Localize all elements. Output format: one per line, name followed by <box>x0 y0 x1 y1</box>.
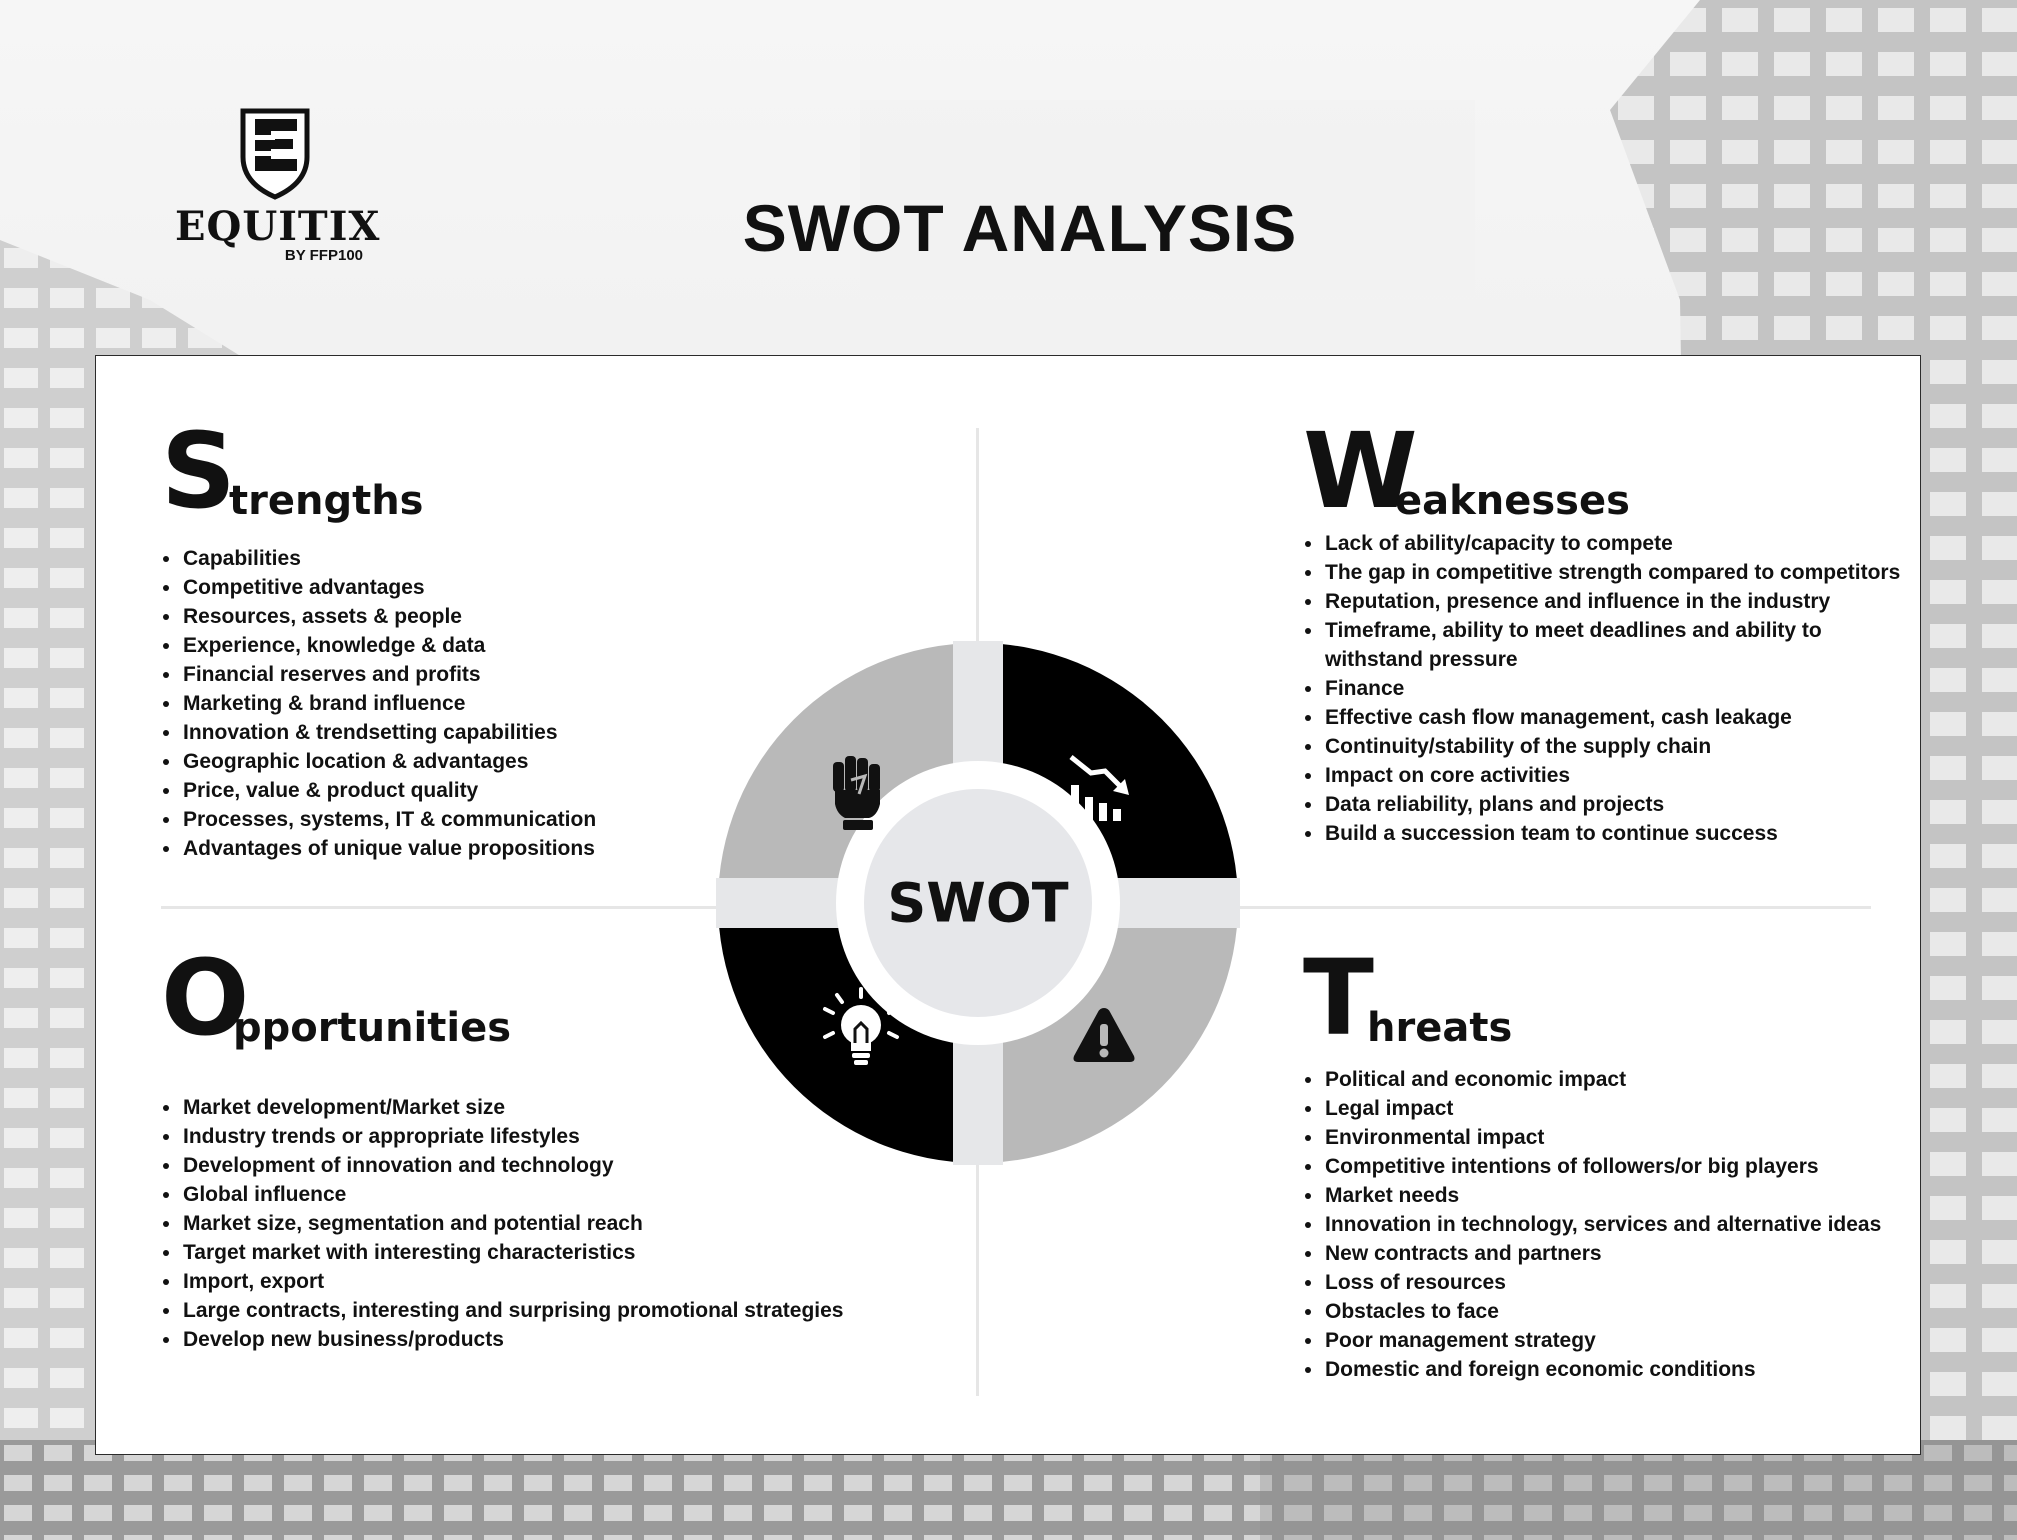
opportunities-item: Import, export <box>161 1267 961 1296</box>
opportunities-item: Industry trends or appropriate lifestyles <box>161 1122 961 1151</box>
page-title: SWOT ANALYSIS <box>742 191 1298 265</box>
weaknesses-heading: eaknesses <box>1395 478 1630 524</box>
threats-item: Domestic and foreign economic conditions <box>1303 1355 1903 1384</box>
threats-quadrant <box>1303 937 1903 1384</box>
threats-item: Competitive intentions of followers/or big players <box>1303 1152 1903 1181</box>
strengths-heading: trengths <box>229 478 424 524</box>
weaknesses-quadrant <box>1303 410 1903 848</box>
threats-item: Loss of resources <box>1303 1268 1903 1297</box>
weaknesses-item: Finance <box>1303 674 1903 703</box>
strengths-item: Innovation & trendsetting capabilities <box>161 718 761 747</box>
strengths-item: Experience, knowledge & data <box>161 631 761 660</box>
opportunities-item: Market size, segmentation and potential reach <box>161 1209 961 1238</box>
strengths-item: Price, value & product quality <box>161 776 761 805</box>
threats-initial: T <box>1303 937 1372 1059</box>
threats-item: Market needs <box>1303 1181 1903 1210</box>
threats-item: Obstacles to face <box>1303 1297 1903 1326</box>
weaknesses-item: Timeframe, ability to meet deadlines and ability to withstand pressure <box>1303 616 1903 674</box>
opportunities-item: Develop new business/products <box>161 1325 961 1354</box>
threats-item: Environmental impact <box>1303 1123 1903 1152</box>
shield-logo-icon <box>235 105 315 201</box>
threats-item: Innovation in technology, services and alternative ideas <box>1303 1210 1903 1239</box>
threats-item: Political and economic impact <box>1303 1065 1903 1094</box>
opportunities-item: Global influence <box>161 1180 961 1209</box>
brand-name: EQUITIX <box>175 203 381 250</box>
opportunities-item: Market development/Market size <box>161 1093 961 1122</box>
weaknesses-initial: W <box>1303 410 1416 532</box>
weaknesses-item: Continuity/stability of the supply chain <box>1303 732 1903 761</box>
threats-item: New contracts and partners <box>1303 1239 1903 1268</box>
brand-subtitle: BY FFP100 <box>284 247 363 264</box>
weaknesses-item: Lack of ability/capacity to compete <box>1303 529 1903 558</box>
weaknesses-item: Build a succession team to continue success <box>1303 819 1903 848</box>
weaknesses-item: Reputation, presence and influence in the industry <box>1303 587 1903 616</box>
strengths-item: Financial reserves and profits <box>161 660 761 689</box>
threats-item: Legal impact <box>1303 1094 1903 1123</box>
strengths-initial: S <box>161 410 234 532</box>
strengths-quadrant <box>161 410 761 863</box>
strengths-item: Marketing & brand influence <box>161 689 761 718</box>
opportunities-item: Large contracts, interesting and surprising promotional strategies <box>161 1296 961 1325</box>
opportunities-item: Target market with interesting characteristics <box>161 1238 961 1267</box>
wheel-center-label: SWOT <box>887 871 1069 935</box>
opportunities-item: Development of innovation and technology <box>161 1151 961 1180</box>
weaknesses-item: The gap in competitive strength compared to competitors <box>1303 558 1903 587</box>
opportunities-heading: pportunities <box>233 1005 512 1051</box>
weaknesses-item: Effective cash flow management, cash leakage <box>1303 703 1903 732</box>
swot-wheel <box>716 641 1240 1165</box>
strengths-item: Competitive advantages <box>161 573 761 602</box>
threats-list <box>1303 1065 1903 1384</box>
weaknesses-item: Impact on core activities <box>1303 761 1903 790</box>
threats-heading: hreats <box>1367 1005 1513 1051</box>
strengths-list <box>161 544 761 863</box>
strengths-item: Processes, systems, IT & communication <box>161 805 761 834</box>
strengths-item: Advantages of unique value propositions <box>161 834 761 863</box>
weaknesses-item: Data reliability, plans and projects <box>1303 790 1903 819</box>
strengths-item: Geographic location & advantages <box>161 747 761 776</box>
strengths-item: Capabilities <box>161 544 761 573</box>
strengths-item: Resources, assets & people <box>161 602 761 631</box>
weaknesses-list <box>1303 529 1903 848</box>
swot-panel <box>95 355 1921 1455</box>
threats-item: Poor management strategy <box>1303 1326 1903 1355</box>
opportunities-initial: O <box>161 937 248 1059</box>
